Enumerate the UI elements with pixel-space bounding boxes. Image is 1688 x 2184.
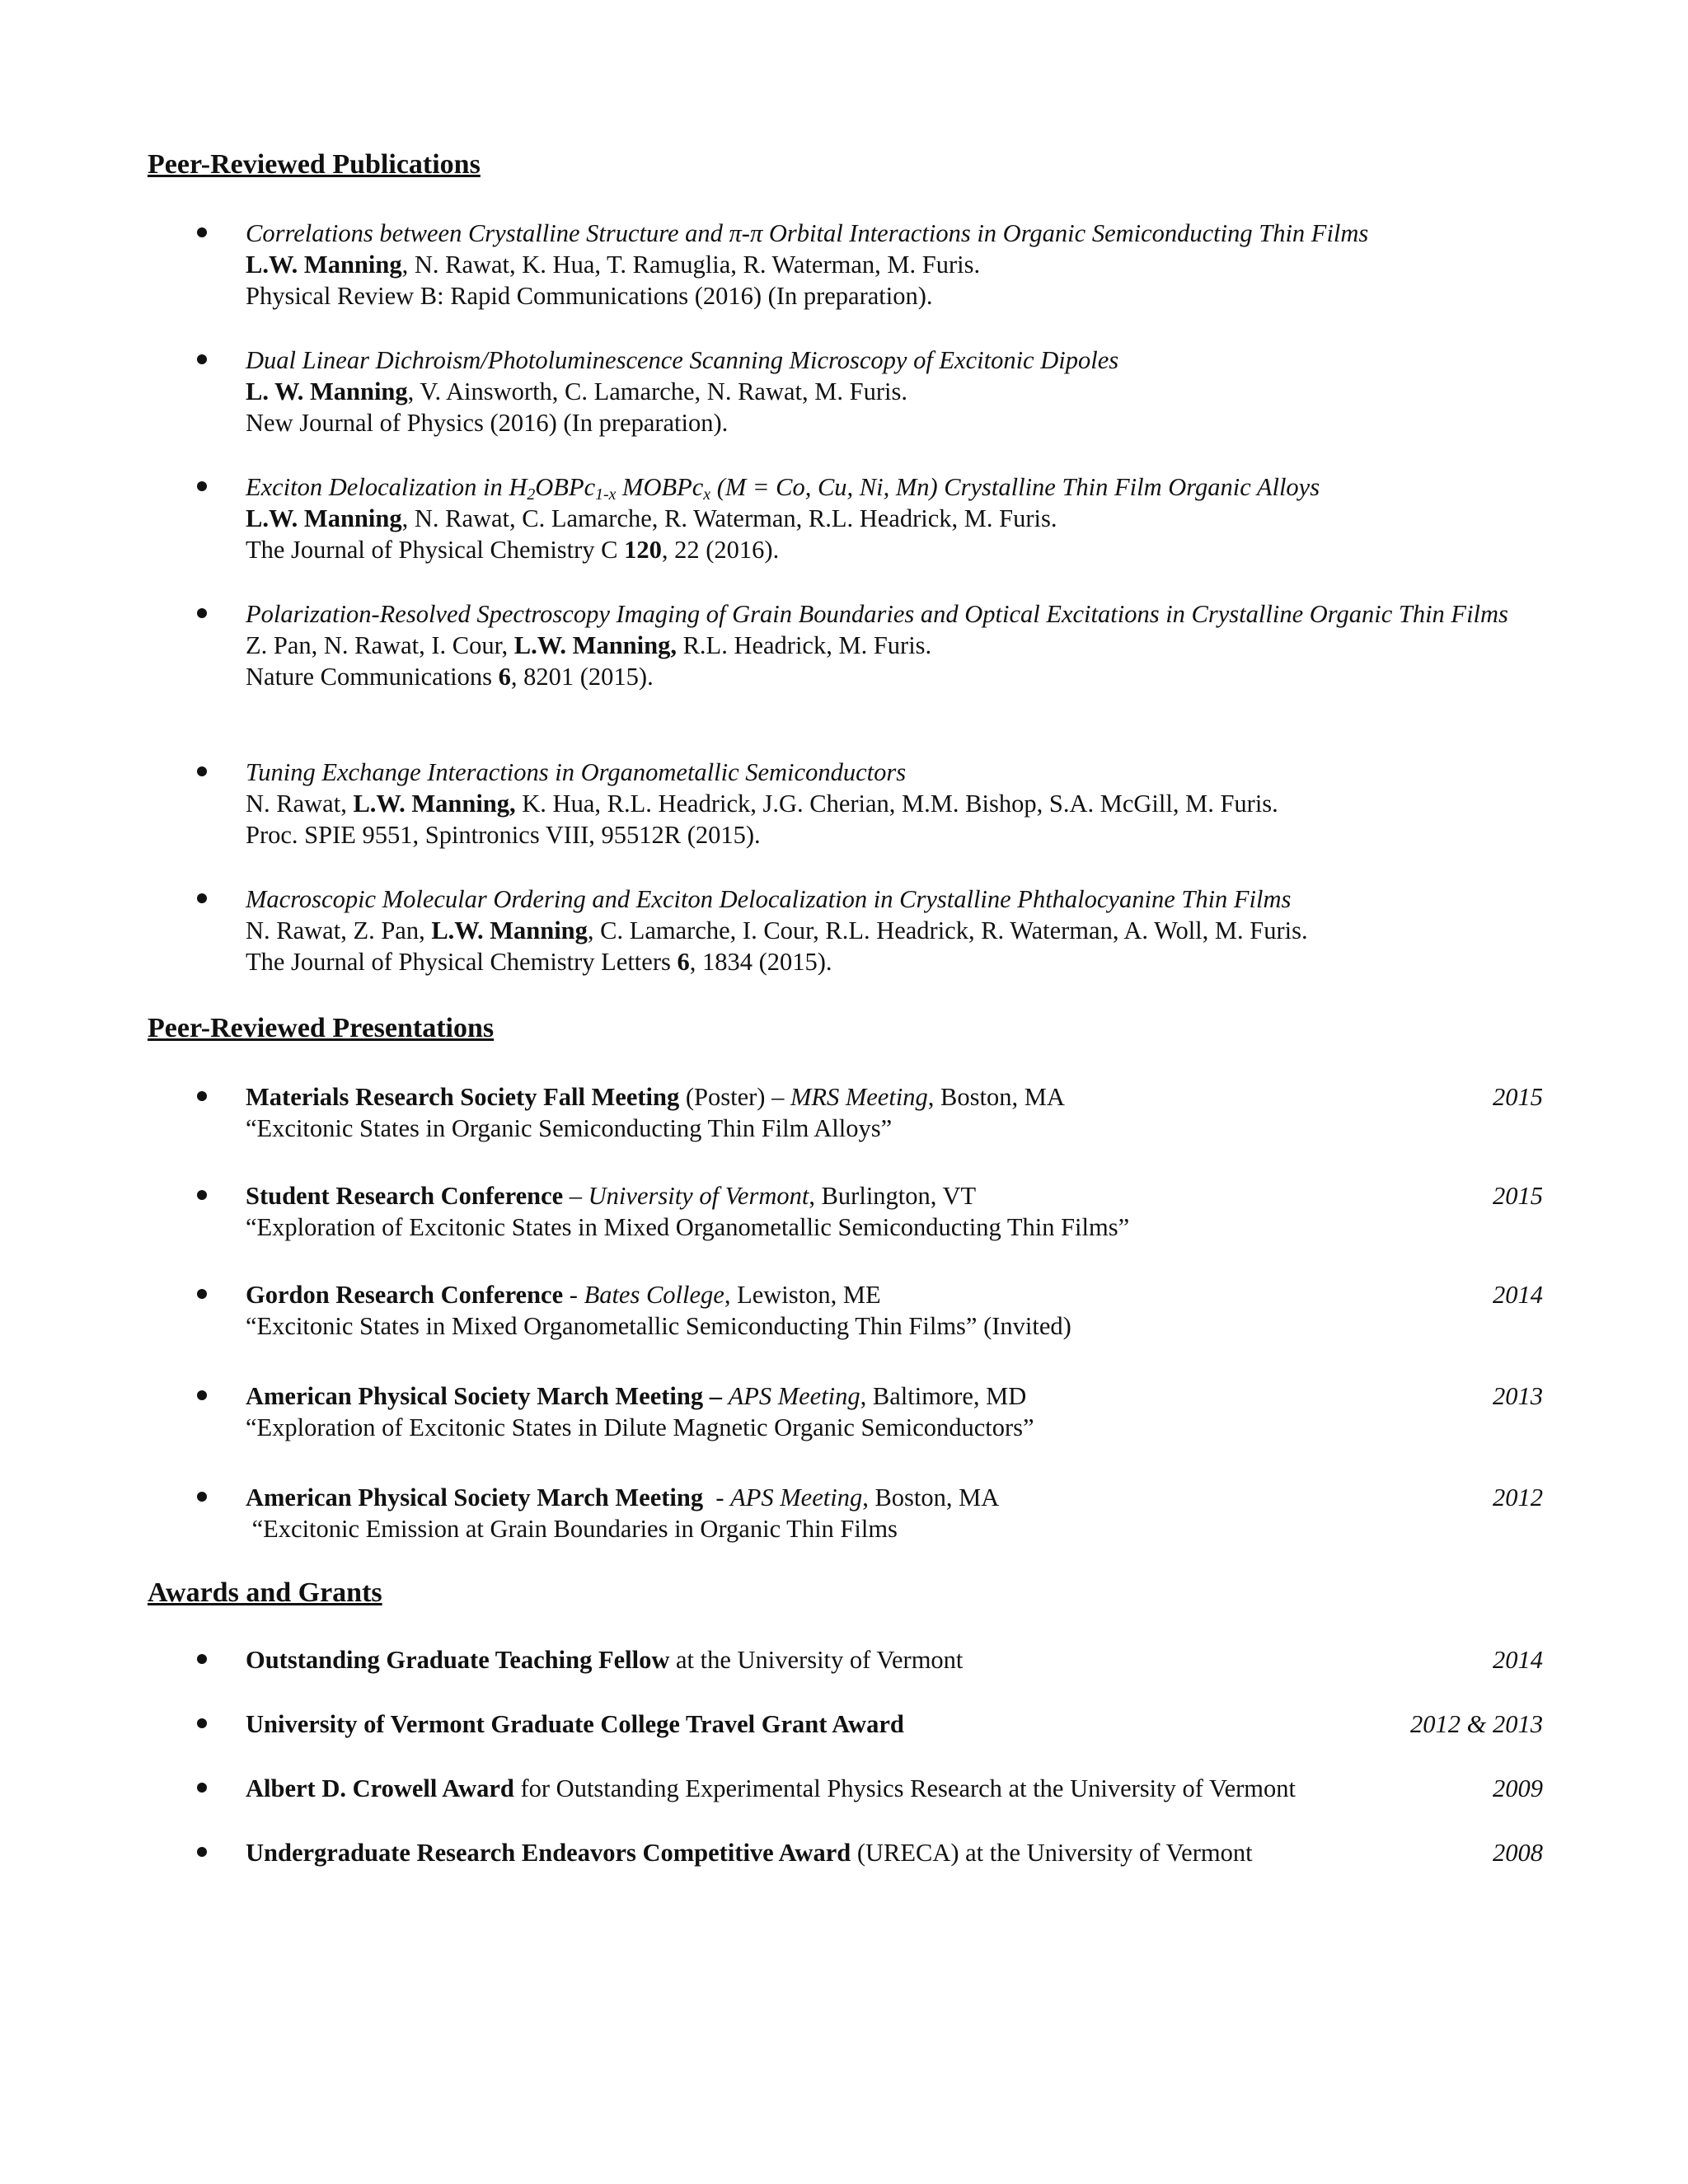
section-heading-awards: Awards and Grants (148, 1577, 382, 1608)
presentation-event (246, 1380, 1540, 1412)
event-name: Student Research Conference (246, 1182, 564, 1210)
author-list: N. Rawat, (246, 790, 354, 818)
publication-authors (246, 915, 1540, 946)
presentation-event (246, 1180, 1540, 1212)
presentation-year: 2015 (1493, 1083, 1543, 1111)
publication-authors (246, 788, 1540, 819)
title-part: Exciton Delocalization in H (246, 473, 528, 501)
publication-journal (246, 661, 1540, 692)
event-venue: APS Meeting (730, 1483, 863, 1511)
event-name: Materials Research Society Fall Meeting (246, 1083, 680, 1111)
publication-authors (246, 376, 1540, 407)
event-location: , Baltimore, MD (860, 1382, 1027, 1410)
presentation-year: 2012 (1493, 1483, 1543, 1511)
title-part: OBPc (535, 473, 596, 501)
publication-journal: New Journal of Physics (2016) (In preparation). (246, 409, 729, 437)
title-subscript: x (703, 485, 711, 504)
author-list: , C. Lamarche, I. Cour, R.L. Headrick, R. Waterman, A. Woll, M. Furis. (587, 916, 1308, 944)
author-highlight: L.W. Manning, (353, 790, 516, 818)
award-year: 2014 (1493, 1646, 1543, 1674)
event-type (722, 1382, 729, 1410)
event-name: American Physical Society March Meeting – (246, 1382, 722, 1410)
bullet-icon (197, 1783, 207, 1793)
event-type: - (563, 1281, 584, 1309)
journal-pages: , 22 (2016). (661, 536, 780, 564)
title-subscript: 2 (527, 485, 536, 504)
publication-title: Dual Linear Dichroism/Photoluminescence Scanning Microscopy of Excitonic Dipoles (246, 346, 1119, 374)
author-list: Z. Pan, N. Rawat, I. Cour, (246, 631, 514, 659)
presentation-talk-title: “Excitonic States in Organic Semiconducting Thin Film Alloys” (246, 1114, 893, 1142)
presentation-year: 2014 (1493, 1281, 1543, 1309)
presentation-talk-title: “Excitonic Emission at Grain Boundaries in Organic Thin Films (246, 1515, 898, 1543)
event-type: - (703, 1483, 731, 1511)
author-list: , N. Rawat, C. Lamarche, R. Waterman, R.L. Headrick, M. Furis. (401, 504, 1057, 532)
journal-volume: 6 (677, 948, 690, 976)
author-highlight: L.W. Manning (246, 504, 402, 532)
presentation-talk-title: “Excitonic States in Mixed Organometallic Semiconducting Thin Films” (Invited) (246, 1312, 1071, 1340)
author-highlight: L.W. Manning, (513, 631, 677, 659)
title-part: (M = Co, Cu, Ni, Mn) Crystalline Thin Film Organic Alloys (710, 473, 1320, 501)
bullet-icon (197, 1190, 207, 1200)
award-name: Albert D. Crowell Award (246, 1774, 514, 1802)
publication-title: Macroscopic Molecular Ordering and Exciton Delocalization in Crystalline Phthalocyanine Thin Films (246, 885, 1292, 913)
title-part: MOBPc (616, 473, 704, 501)
bullet-icon (197, 1654, 207, 1664)
journal-name: The Journal of Physical Chemistry C (246, 536, 625, 564)
bullet-icon (197, 1492, 207, 1502)
journal-name: Nature Communications (246, 663, 499, 691)
author-list: K. Hua, R.L. Headrick, J.G. Cherian, M.M. Bishop, S.A. McGill, M. Furis. (515, 790, 1278, 818)
publication-journal: Physical Review B: Rapid Communications (2016) (In preparation). (246, 282, 933, 310)
section-heading-publications: Peer-Reviewed Publications (148, 149, 481, 180)
presentation-talk-title: “Exploration of Excitonic States in Dilute Magnetic Organic Semiconductors” (246, 1413, 1034, 1441)
journal-volume: 6 (498, 663, 511, 691)
publication-journal (246, 534, 1540, 565)
journal-volume: 120 (624, 536, 662, 564)
bullet-icon (197, 1847, 207, 1857)
bullet-icon (197, 608, 207, 618)
award-text (246, 1773, 1540, 1804)
publication-authors (246, 249, 1540, 280)
award-detail: at the University of Vermont (669, 1646, 964, 1674)
award-text (246, 1708, 1540, 1740)
presentation-event (246, 1081, 1540, 1113)
author-highlight: L.W. Manning (431, 916, 588, 944)
publication-authors (246, 503, 1540, 534)
presentation-event (246, 1279, 1540, 1310)
author-list: N. Rawat, Z. Pan, (246, 916, 432, 944)
award-name: Outstanding Graduate Teaching Fellow (246, 1646, 670, 1674)
event-venue: Bates College (584, 1281, 724, 1309)
publication-title: Correlations between Crystalline Structure and π-π Orbital Interactions in Organic Semiconducting Thin Films (246, 219, 1369, 247)
event-type: (Poster) – (679, 1083, 790, 1111)
event-name: American Physical Society March Meeting (246, 1483, 704, 1511)
bullet-icon (197, 1091, 207, 1101)
publication-journal: Proc. SPIE 9551, Spintronics VIII, 95512R (2015). (246, 821, 761, 849)
bullet-icon (197, 1718, 207, 1728)
bullet-icon (197, 1289, 207, 1299)
presentation-year: 2013 (1493, 1382, 1543, 1410)
presentation-talk-title: “Exploration of Excitonic States in Mixed Organometallic Semiconducting Thin Films” (246, 1213, 1130, 1241)
presentation-year: 2015 (1493, 1182, 1543, 1210)
award-name: University of Vermont Graduate College Travel Grant Award (246, 1710, 904, 1738)
journal-pages: , 8201 (2015). (510, 663, 654, 691)
event-venue: APS Meeting (728, 1382, 860, 1410)
bullet-icon (197, 227, 207, 237)
author-list: R.L. Headrick, M. Furis. (676, 631, 932, 659)
bullet-icon (197, 893, 207, 903)
event-type: – (563, 1182, 588, 1210)
bullet-icon (197, 1390, 207, 1400)
bullet-icon (197, 354, 207, 364)
award-year: 2012 & 2013 (1410, 1710, 1543, 1738)
event-venue: University of Vermont (588, 1182, 809, 1210)
title-subscript: 1-x (595, 485, 617, 504)
section-heading-presentations: Peer-Reviewed Presentations (148, 1013, 495, 1043)
author-highlight: L.W. Manning (246, 251, 402, 279)
publication-title: Polarization-Resolved Spectroscopy Imaging of Grain Boundaries and Optical Excitations in Crystalline Organic Thin Films (246, 600, 1508, 628)
award-detail: for Outstanding Experimental Physics Research at the University of Vermont (513, 1774, 1296, 1802)
bullet-icon (197, 766, 207, 776)
event-location: , Lewiston, ME (724, 1281, 881, 1309)
journal-name: The Journal of Physical Chemistry Letters (246, 948, 678, 976)
journal-pages: , 1834 (2015). (689, 948, 832, 976)
event-location: , Boston, MA (862, 1483, 1000, 1511)
event-name: Gordon Research Conference (246, 1281, 564, 1309)
award-year: 2008 (1493, 1839, 1543, 1867)
author-list: , N. Rawat, K. Hua, T. Ramuglia, R. Waterman, M. Furis. (401, 251, 981, 279)
publication-journal (246, 946, 1540, 977)
award-text (246, 1837, 1540, 1868)
award-text (246, 1644, 1540, 1675)
event-venue: MRS Meeting (790, 1083, 928, 1111)
publication-title: Tuning Exchange Interactions in Organometallic Semiconductors (246, 758, 907, 786)
publication-title (246, 471, 1540, 503)
award-year: 2009 (1493, 1774, 1543, 1802)
event-location: , Boston, MA (927, 1083, 1065, 1111)
publication-authors (246, 630, 1540, 661)
event-location: , Burlington, VT (809, 1182, 977, 1210)
award-name: Undergraduate Research Endeavors Competitive Award (246, 1839, 851, 1867)
bullet-icon (197, 481, 207, 491)
award-detail: (URECA) at the University of Vermont (851, 1839, 1253, 1867)
author-list: , V. Ainsworth, C. Lamarche, N. Rawat, M. Furis. (407, 377, 907, 405)
presentation-event (246, 1482, 1540, 1513)
author-highlight: L. W. Manning (246, 377, 408, 405)
